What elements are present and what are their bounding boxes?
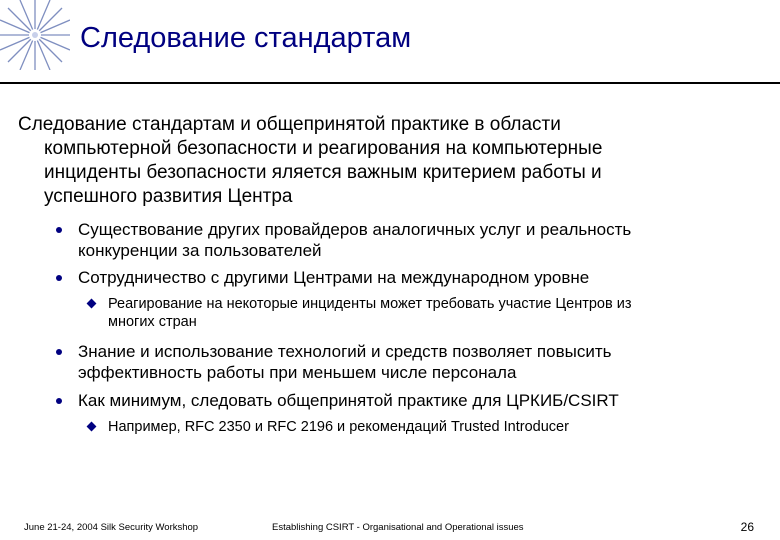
list-item-line: многих стран [108,314,197,330]
list-item-line: Реагирование на некоторые инциденты может требовать участие Центров из [108,296,632,312]
bullet-dot-icon [56,275,62,281]
bullet-dot-icon [56,398,62,404]
footer-event: June 21-24, 2004 Silk Security Workshop [24,522,199,533]
list-item [78,267,738,288]
list-item-line: Знание и использование технологий и средств позволяет повысить [78,342,612,361]
intro-line: Следование стандартам и общепринятой практике в области [18,114,561,135]
bullet-diamond-icon [87,299,97,309]
list-item-line: Существование других провайдеров аналогичных услуг и реальность [78,220,632,239]
intro-line: компьютерной безопасности и реагирования на компьютерные [44,138,603,159]
bullet-diamond-icon [87,422,97,432]
list-item-line: эффективность работы при меньшем числе персонала [78,363,517,382]
title-divider [0,82,780,84]
slide-title: Следование стандартам [80,22,412,54]
page-number: 26 [740,520,754,534]
list-item [78,341,738,383]
intro-line: успешного развития Центра [44,186,293,207]
footer-topic: Establishing CSIRT - Organisational and Operational issues [272,522,524,533]
bullet-dot-icon [56,349,62,355]
list-item [78,390,738,411]
star-logo-icon [0,0,70,70]
intro-line: инциденты безопасности яляется важным критерием работы и [44,162,602,183]
list-item-line: конкуренции за пользователей [78,241,322,260]
sub-list-item [108,295,738,331]
list-item-line: Как минимум, следовать общепринятой практике для ЦРКИБ/CSIRT [78,391,619,410]
list-item-line: Например, RFC 2350 и RFC 2196 и рекомендаций Trusted Introducer [108,419,569,435]
intro-paragraph [18,113,718,209]
sub-list-item [108,418,738,436]
list-item [78,219,738,261]
bullet-dot-icon [56,227,62,233]
list-item-line: Сотрудничество с другими Центрами на международном уровне [78,268,590,287]
